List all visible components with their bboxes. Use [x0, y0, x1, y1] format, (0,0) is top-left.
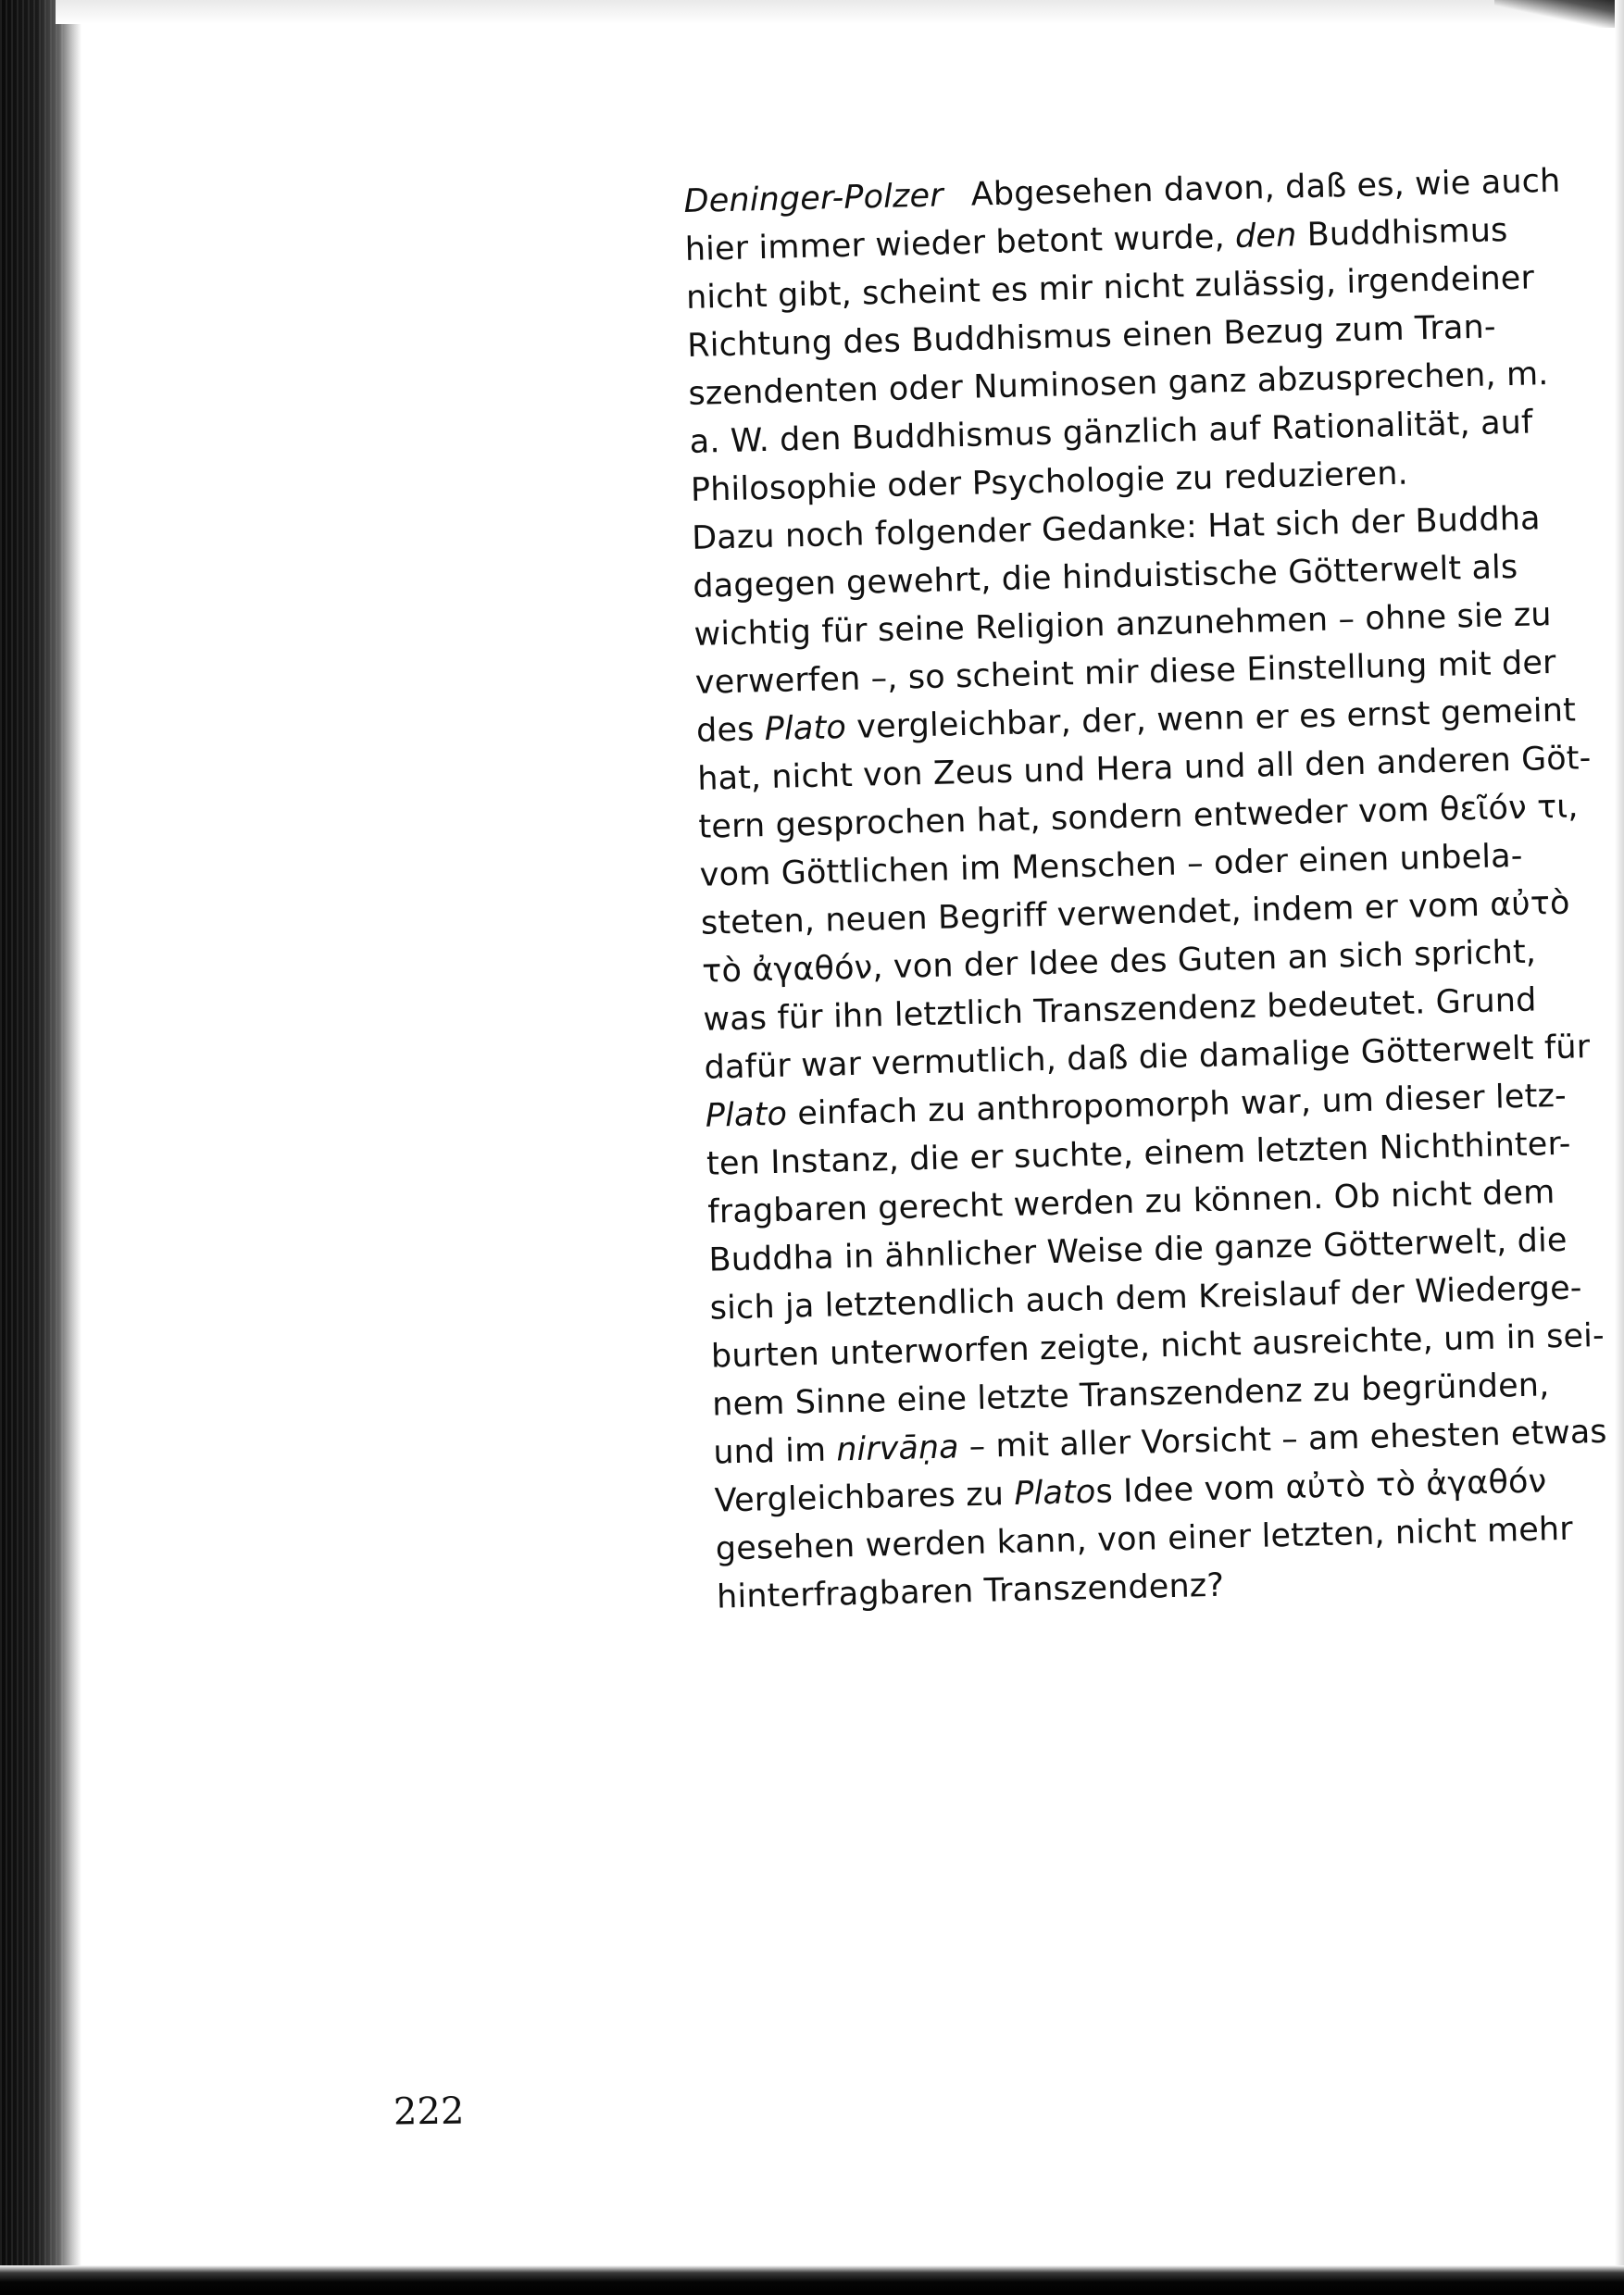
line-text: dagegen gewehrt, die hinduistische Götterwelt als — [692, 548, 1518, 605]
italic-text: Plato — [764, 709, 847, 749]
line-text: verwerfen –, so scheint mir diese Einstellung mit der — [694, 643, 1557, 702]
line-text: wichtig für seine Religion anzunehmen – ohne sie zu — [693, 596, 1553, 654]
speaker-name: Deninger-Polzer — [683, 177, 944, 220]
scan-right-edge — [1615, 0, 1624, 2295]
line-text: des — [695, 711, 766, 750]
line-text: burten unterworfen zeigte, nicht ausreichte, um in sei- — [710, 1316, 1605, 1376]
line-text: tern gesprochen hat, sondern entweder vom θεῖόν τι, — [698, 788, 1580, 846]
scan-corner-shadow — [1494, 0, 1624, 28]
line-text: Buddha in ähnlicher Weise die ganze Götterwelt, die — [708, 1221, 1568, 1279]
line-text: s Idee vom αὐτὸ τὸ ἀγαθόν — [1094, 1463, 1547, 1511]
italic-text: Plato — [705, 1095, 788, 1135]
line-text: szendenten oder Numinosen ganz abzusprechen, m. — [688, 355, 1549, 413]
line-text: sich ja letztendlich auch dem Kreislauf der Wiederge- — [709, 1269, 1583, 1328]
line-text: einfach zu anthropomorph war, um dieser letz- — [786, 1077, 1568, 1133]
italic-text: den — [1234, 217, 1297, 256]
line-text: was für ihn letztlich Transzendenz bedeutet. Grund — [702, 981, 1537, 1039]
body-text — [683, 156, 1610, 1621]
line-text: a. W. den Buddhismus gänzlich auf Rationalität, auf — [689, 404, 1533, 461]
line-text: hier immer wieder betont wurde, — [684, 218, 1236, 268]
page-number: 222 — [393, 2089, 465, 2134]
line-text: dafür war vermutlich, daß die damalige Götterwelt für — [704, 1029, 1591, 1087]
line-text: gesehen werden kann, von einer letzten, nicht mehr — [715, 1510, 1574, 1568]
italic-text: Plato — [1013, 1473, 1096, 1513]
line-text: Abgesehen davon, daß es, wie auch — [970, 162, 1561, 214]
line-text: τὸ ἀγαθόν, von der Idee des Guten an sich spricht, — [701, 933, 1537, 991]
line-text: Philosophie oder Psychologie zu reduzieren. — [690, 455, 1409, 509]
line-text: hat, nicht von Zeus und Hera und all den anderen Göt- — [696, 740, 1592, 798]
line-text: ten Instanz, die er suchte, einem letzten Nichthinter- — [706, 1125, 1571, 1183]
line-text: Dazu noch folgender Gedanke: Hat sich der Buddha — [691, 500, 1542, 557]
line-text: und im — [712, 1431, 837, 1472]
italic-text: nirvāṇa — [835, 1428, 960, 1469]
line-text: vergleichbar, der, wenn er es ernst gemeint — [845, 692, 1577, 747]
scan-bottom-edge — [0, 2265, 1624, 2295]
scan-top-shadow — [56, 0, 1624, 24]
line-text: – mit aller Vorsicht – am ehesten etwas — [958, 1413, 1608, 1466]
line-text: Buddhismus — [1295, 212, 1508, 255]
line-text: nicht gibt, scheint es mir nicht zulässig, irgendeiner — [685, 259, 1535, 317]
line-text: Richtung des Buddhismus einen Bezug zum Tran- — [686, 308, 1497, 365]
line-text: vom Göttlichen im Menschen – oder einen unbela- — [699, 837, 1523, 894]
line-text: steten, neuen Begriff verwendet, indem er vom αὐτὸ — [700, 884, 1571, 942]
line-text: fragbaren gerecht werden zu können. Ob nicht dem — [706, 1174, 1555, 1231]
line-text: nem Sinne eine letzte Transzendenz zu begründen, — [711, 1366, 1550, 1424]
scan-binding-texture — [0, 0, 65, 2295]
line-text: Vergleichbares zu — [714, 1475, 1015, 1520]
line-text: hinterfragbaren Transzendenz? — [716, 1566, 1225, 1616]
